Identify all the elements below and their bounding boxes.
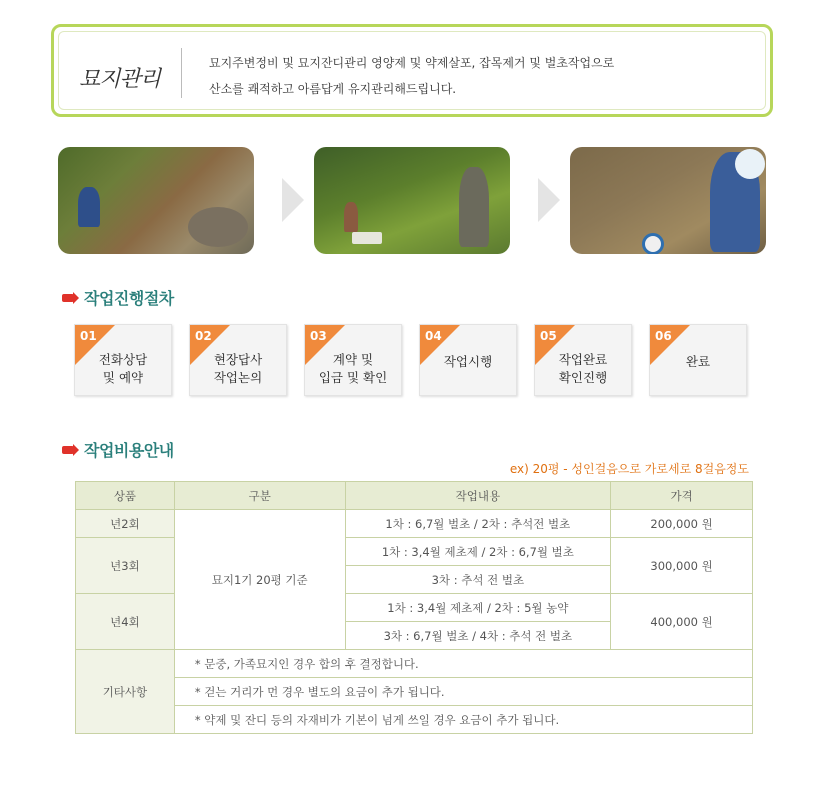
photo-before: [58, 147, 254, 254]
table-row: [76, 650, 753, 678]
title-divider: [181, 48, 182, 98]
intro-line-2: 산소를 쾌적하고 아름답게 유지관리해드립니다.: [209, 82, 457, 96]
intro-line-1: 묘지주변정비 및 묘지잔디관리 영양제 및 약제살포, 잡목제거 및 벌초작업으로: [209, 56, 615, 70]
step-number: 05: [540, 329, 557, 343]
step-number: 01: [80, 329, 97, 343]
price-cell: 300,000 원: [611, 538, 753, 594]
arrow-right-icon: [282, 178, 304, 222]
rocks: [188, 207, 248, 247]
table-row: [76, 706, 753, 734]
step-number: 06: [655, 329, 672, 343]
worker-figure: [344, 202, 358, 232]
task-cell: 1차 : 3,4월 제초제 / 2차 : 5월 농약: [345, 594, 611, 622]
arrow-bullet-icon: [62, 294, 74, 302]
worker-figure: [78, 187, 100, 227]
product-cell: 년2회: [76, 510, 175, 538]
etc-note: * 문중, 가족묘지인 경우 합의 후 결정합니다.: [174, 650, 752, 678]
cost-heading: [62, 438, 174, 461]
step-label: 작업시행: [443, 354, 493, 369]
price-cell: 200,000 원: [611, 510, 753, 538]
etc-note: * 약제 및 잔디 등의 자재비가 기본이 넘게 쓰일 경우 요금이 추가 됩니다.: [174, 706, 752, 734]
etc-label-cell: 기타사항: [76, 650, 175, 734]
step-label: 작업완료 확인진행: [558, 352, 608, 385]
sprayer-head: [642, 233, 664, 254]
sprayer-tank: [735, 149, 765, 179]
task-cell: 3차 : 6,7월 벌초 / 4차 : 추석 전 벌초: [345, 622, 611, 650]
arrow-right-icon: [538, 178, 560, 222]
scope-cell: 묘지1기 20평 기준: [174, 510, 345, 650]
photo-after: [570, 147, 766, 254]
page-title: 묘지관리: [79, 67, 161, 92]
price-table: [75, 481, 753, 734]
step-number: 02: [195, 329, 212, 343]
table-row: [76, 678, 753, 706]
step-5: [534, 324, 632, 396]
step-3: [304, 324, 402, 396]
step-6: [649, 324, 747, 396]
step-number: 04: [425, 329, 442, 343]
task-cell: 1차 : 6,7월 벌초 / 2차 : 추석전 벌초: [345, 510, 611, 538]
product-cell: 년4회: [76, 594, 175, 650]
product-cell: 년3회: [76, 538, 175, 594]
step-1: [74, 324, 172, 396]
header-work: 작업내용: [345, 482, 611, 510]
intro-box: [51, 24, 773, 117]
header-product: 상품: [76, 482, 175, 510]
process-heading: [62, 286, 174, 309]
cost-heading-text: 작업비용안내: [84, 441, 174, 460]
intro-inner: [58, 31, 766, 110]
table-row: [76, 510, 753, 538]
header-price: 가격: [611, 482, 753, 510]
step-2: [189, 324, 287, 396]
table-header-row: [76, 482, 753, 510]
size-note: ex) 20평 - 성인걸음으로 가로세로 8걸음정도: [509, 462, 749, 476]
header-category: 구분: [174, 482, 345, 510]
step-label: 계약 및 입금 및 확인: [318, 352, 388, 385]
task-cell: 1차 : 3,4월 제초제 / 2차 : 6,7월 벌초: [345, 538, 611, 566]
worker-figure: [459, 167, 489, 247]
step-number: 03: [310, 329, 327, 343]
process-heading-text: 작업진행절차: [84, 289, 174, 308]
etc-note: * 걷는 거리가 먼 경우 별도의 요금이 추가 됩니다.: [174, 678, 752, 706]
box: [352, 232, 382, 244]
photo-working: [314, 147, 510, 254]
task-cell: 3차 : 추석 전 벌초: [345, 566, 611, 594]
intro-description: [209, 50, 614, 102]
price-cell: 400,000 원: [611, 594, 753, 650]
arrow-bullet-icon: [62, 446, 74, 454]
step-label: 현장답사 작업논의: [213, 352, 263, 385]
step-label: 완료: [685, 354, 711, 369]
step-label: 전화상담 및 예약: [98, 352, 148, 385]
step-4: [419, 324, 517, 396]
